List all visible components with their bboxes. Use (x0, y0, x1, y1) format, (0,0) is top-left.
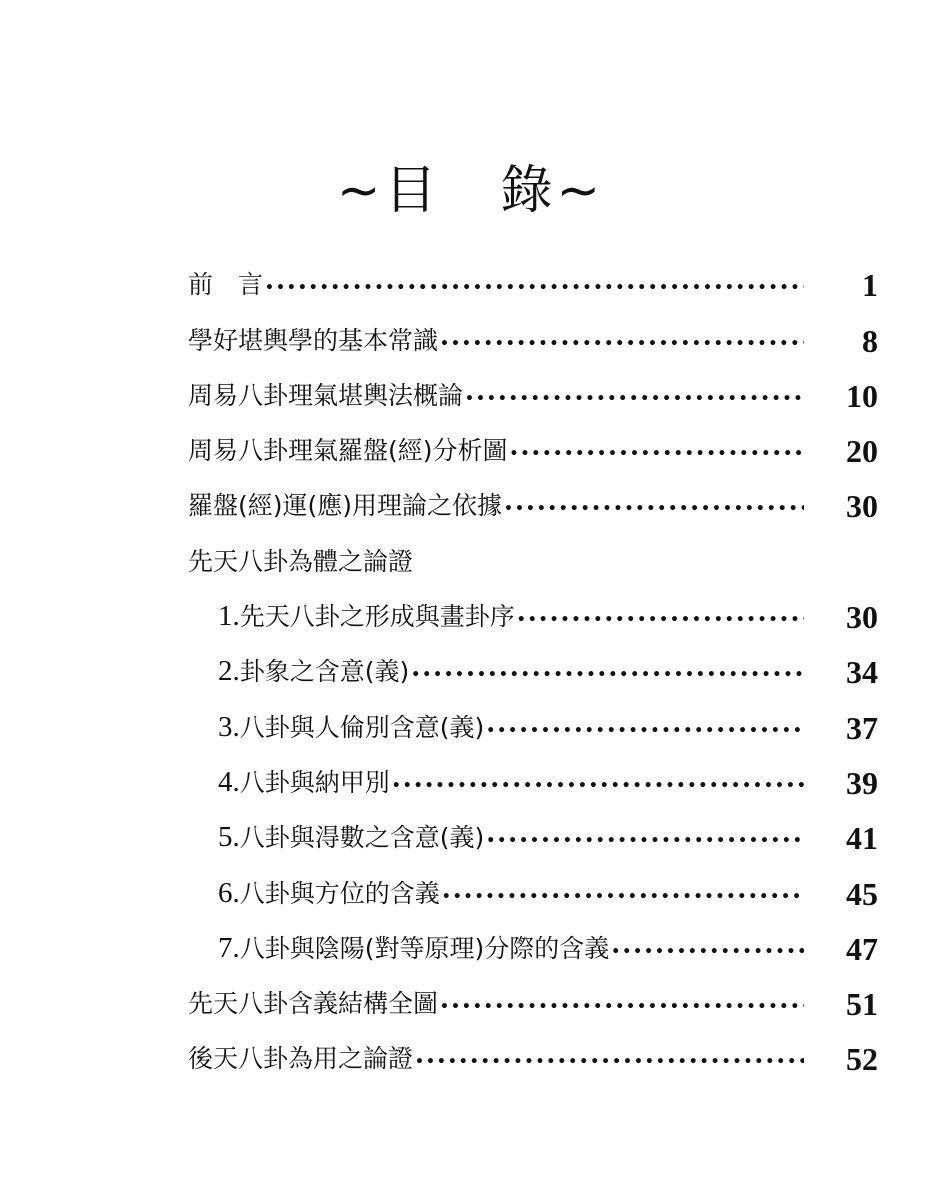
toc-entry-title: 八卦與納甲別 (239, 767, 390, 797)
toc-entry (188, 467, 878, 525)
dot-leader (465, 392, 804, 406)
table-of-contents (188, 246, 878, 1078)
dot-leader (440, 337, 804, 351)
toc-entry-label (218, 929, 609, 965)
dot-leader (415, 1055, 804, 1069)
toc-entry-label (218, 763, 390, 799)
toc-entry-title: 八卦與人倫別含意(義) (239, 712, 485, 742)
toc-entry-title: 周易八卦理氣羅盤(經)分析圖 (188, 436, 508, 466)
toc-entry-page: 51 (846, 986, 878, 1023)
toc-entry-label (218, 708, 484, 744)
toc-entry-number: 7. (218, 931, 240, 964)
toc-entry (188, 633, 878, 691)
toc-entry-label (188, 265, 263, 301)
toc-entry-title: 前 言 (188, 270, 264, 300)
toc-entry-page: 10 (846, 377, 878, 414)
toc-entry-page: 20 (846, 433, 878, 470)
toc-entry (188, 412, 878, 470)
toc-entry (188, 1020, 878, 1078)
toc-entry-page: 30 (846, 599, 878, 636)
toc-entry (188, 854, 878, 912)
toc-entry-title: 學好堪輿學的基本常識 (188, 325, 439, 355)
toc-entry-title: 先天八卦為體之論證 (188, 546, 414, 576)
page-title (0, 148, 941, 223)
toc-entry-label (218, 818, 484, 854)
toc-entry (188, 910, 878, 965)
dot-leader (611, 945, 804, 959)
dot-leader (517, 613, 804, 627)
toc-entry-title: 八卦與淂數之含意(義) (239, 823, 485, 853)
toc-entry-title: 卦象之含意(義) (239, 657, 410, 687)
toc-entry-label (188, 486, 502, 522)
toc-entry-title: 先天八卦之形成與畫卦序 (239, 602, 515, 632)
toc-entry-label (188, 321, 438, 357)
toc-entry-title: 周易八卦理氣堪輿法概論 (188, 380, 464, 410)
toc-entry-label (188, 1039, 413, 1075)
title-right: 錄~ (500, 161, 605, 221)
toc-entry (188, 301, 878, 359)
toc-entry-page: 47 (846, 930, 878, 967)
toc-entry-title: 八卦與陰陽(對等原理)分際的含義 (239, 933, 610, 963)
toc-entry-label (188, 984, 438, 1020)
toc-entry-number: 6. (218, 876, 240, 909)
toc-entry-page: 37 (846, 709, 878, 746)
toc-entry-label (218, 874, 440, 910)
toc-entry-label (188, 431, 508, 467)
toc-entry-title: 後天八卦為用之論證 (188, 1044, 414, 1074)
toc-entry (188, 246, 878, 304)
title-left: ~目 (336, 161, 441, 221)
toc-entry-page: 34 (846, 654, 878, 691)
dot-leader (486, 834, 804, 848)
dot-leader (442, 890, 804, 904)
dot-leader (411, 668, 804, 682)
toc-entry-number: 4. (218, 765, 240, 798)
toc-entry-page: 8 (862, 322, 878, 359)
toc-entry-page: 45 (846, 875, 878, 912)
dot-leader (392, 779, 804, 793)
toc-entry-label (188, 376, 463, 412)
toc-entry (188, 578, 878, 636)
toc-entry (188, 799, 878, 857)
toc-entry (188, 357, 878, 412)
toc-entry (188, 965, 878, 1023)
dot-leader (265, 281, 804, 295)
toc-entry-page: 30 (846, 488, 878, 525)
dot-leader (510, 447, 804, 461)
toc-entry (188, 688, 878, 746)
toc-entry-number: 5. (218, 821, 240, 854)
toc-entry-title: 先天八卦含義結構全圖 (188, 989, 439, 1019)
toc-entry-number: 2. (218, 655, 240, 688)
toc-entry (188, 522, 878, 577)
toc-entry-label (188, 542, 413, 578)
toc-entry-number: 3. (218, 710, 240, 743)
toc-entry-label (218, 597, 515, 633)
toc-entry-page: 1 (862, 267, 878, 304)
toc-entry-title: 八卦與方位的含義 (239, 878, 440, 908)
dot-leader (486, 724, 804, 738)
toc-entry-page: 39 (846, 764, 878, 801)
dot-leader (504, 502, 804, 516)
toc-entry-label (218, 652, 409, 688)
toc-entry (188, 744, 878, 799)
toc-entry-page: 41 (846, 820, 878, 857)
toc-entry-page: 52 (846, 1041, 878, 1078)
toc-entry-number: 1. (218, 600, 240, 633)
toc-entry-title: 羅盤(經)運(應)用理論之依據 (188, 491, 503, 521)
dot-leader (440, 1000, 804, 1014)
